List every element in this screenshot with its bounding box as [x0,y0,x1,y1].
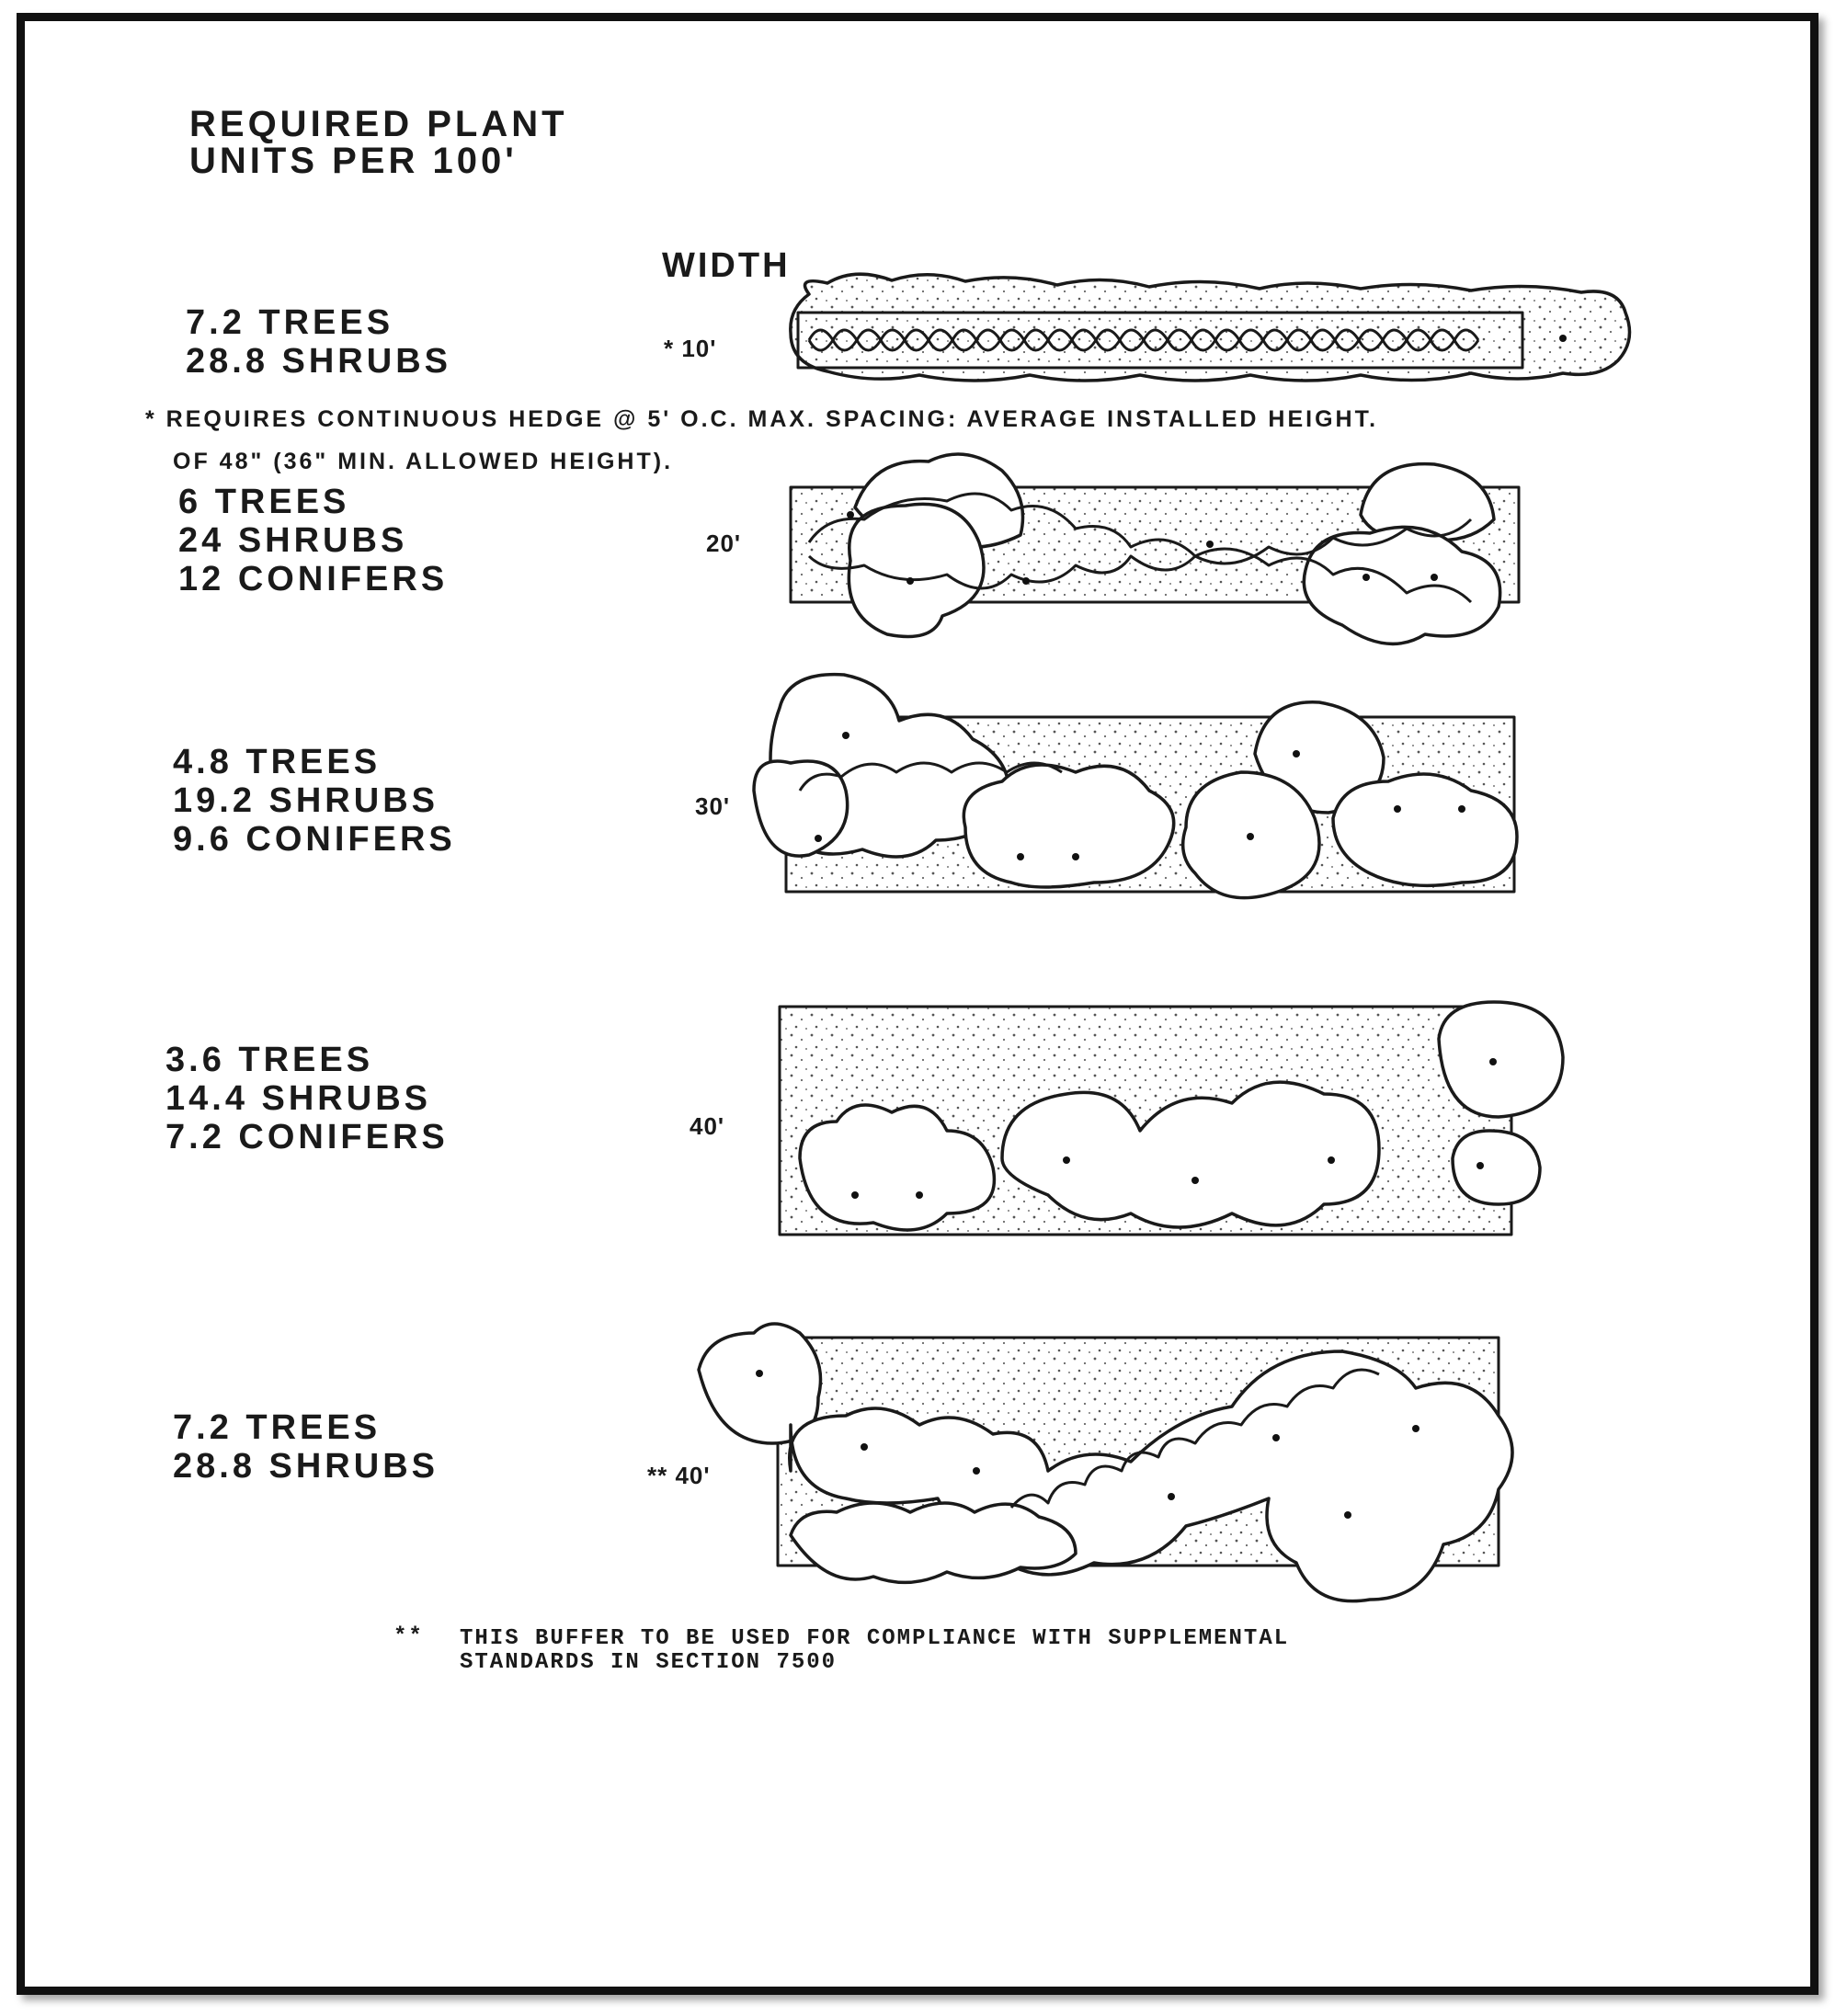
title-line-1: REQUIRED PLANT [189,104,568,144]
buffer-3-diagram [754,675,1517,898]
footnote-line-1: THIS BUFFER TO BE USED FOR COMPLIANCE WITH SUPPLEMENTAL [460,1626,1290,1651]
buffer-2-line-3: 12 CONIFERS [178,560,449,598]
buffer-2-line-2: 24 SHRUBS [178,521,408,560]
buffer-5-width: ** 40' [647,1462,711,1489]
buffer-4-line-2: 14.4 SHRUBS [165,1079,431,1118]
width-heading: WIDTH [662,246,791,285]
buffer-5-line-1: 7.2 TREES [173,1408,382,1447]
buffer-1-line-1: 7.2 TREES [186,303,394,342]
buffer-1-diagram [791,274,1630,381]
buffer-5-line-2: 28.8 SHRUBS [173,1447,439,1486]
buffer-4-line-3: 7.2 CONIFERS [165,1118,449,1156]
buffer-4-width: 40' [690,1112,725,1140]
hedge-note-line-1: * REQUIRES CONTINUOUS HEDGE @ 5' O.C. MAX. SPACING: AVERAGE INSTALLED HEIGHT. [145,406,1379,432]
buffer-3-width: 30' [695,792,731,820]
buffer-5-diagram [699,1324,1512,1601]
buffer-2-diagram [791,454,1519,644]
buffer-2-line-1: 6 TREES [178,483,350,521]
buffer-3-line-1: 4.8 TREES [173,743,382,781]
buffer-2-width: 20' [706,530,742,557]
buffer-1-line-2: 28.8 SHRUBS [186,342,451,381]
buffer-4-diagram [780,1002,1563,1235]
buffer-4-line-1: 3.6 TREES [165,1041,374,1079]
footnote-line-2: STANDARDS IN SECTION 7500 [460,1650,838,1675]
buffer-3-line-3: 9.6 CONIFERS [173,820,456,859]
hedge-note-line-2: OF 48" (36" MIN. ALLOWED HEIGHT). [173,449,674,474]
buffer-3-line-2: 19.2 SHRUBS [173,781,439,820]
title-line-2: UNITS PER 100' [189,141,518,181]
footnote-mark: ** [393,1624,424,1649]
buffer-1-width: * 10' [664,335,717,362]
